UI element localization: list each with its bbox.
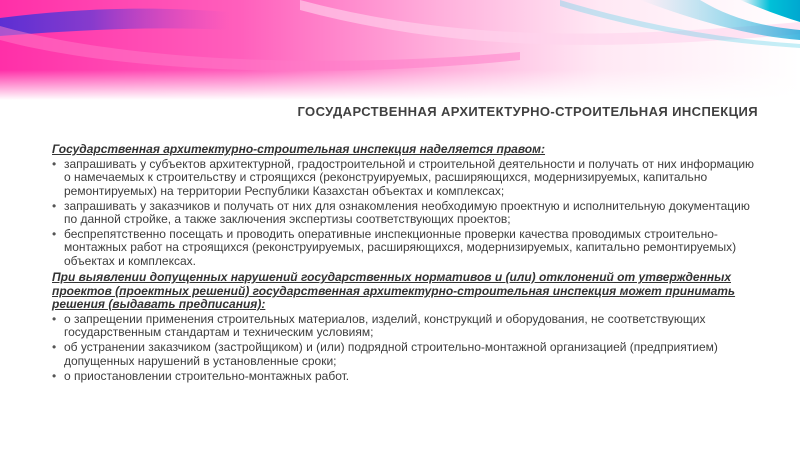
list-item: • о приостановлении строительно-монтажных работ. bbox=[52, 370, 762, 383]
list-item: • беспрепятственно посещать и проводить оперативные инспекционные проверки качества проводимых строительно-монтажных работ на строящихся (реконструируемых, расширяющихся, модернизируемых, капитально ремонтируемых) объектах и комплексах. bbox=[52, 228, 762, 268]
list-item: • запрашивать у заказчиков и получать от них для ознакомления необходимую проектную и исполнительную документацию по данной стройке, а также заключения экспертизы соответствующих проектов; bbox=[52, 200, 762, 227]
list-item: • об устранении заказчиком (застройщиком) и (или) подрядной строительно-монтажной организацией (предприятием) допущенных нарушений в установленные сроки; bbox=[52, 341, 762, 368]
decorative-gradient-banner bbox=[0, 0, 800, 100]
document-body bbox=[52, 143, 762, 383]
section-heading-rights: Государственная архитектурно-строительная инспекция наделяется правом: bbox=[52, 142, 546, 156]
list-item: • о запрещении применения строительных материалов, изделий, конструкций и оборудования, не соответствующих государственным стандартам и техническим условиям; bbox=[52, 313, 762, 340]
section-heading-decisions: При выявлении допущенных нарушений государственных нормативов и (или) отклонений от утвержденных проектов (проектных решений) государственная архитектурно-строительная инспекция может принимать решения (выдавать предписания): bbox=[52, 270, 736, 311]
list-item: • запрашивать у субъектов архитектурной, градостроительной и строительной деятельности и получать от них информацию о намечаемых к строительству и строящихся (реконструируемых, расширяющихся, модернизируемых, капитально ремонтируемых) на территории Республики Казахстан объектах и комплексах; bbox=[52, 158, 762, 198]
decisions-list bbox=[52, 313, 762, 383]
rights-list bbox=[52, 158, 762, 268]
page-title: ГОСУДАРСТВЕННАЯ АРХИТЕКТУРНО-СТРОИТЕЛЬНАЯ ИНСПЕКЦИЯ bbox=[297, 104, 758, 119]
